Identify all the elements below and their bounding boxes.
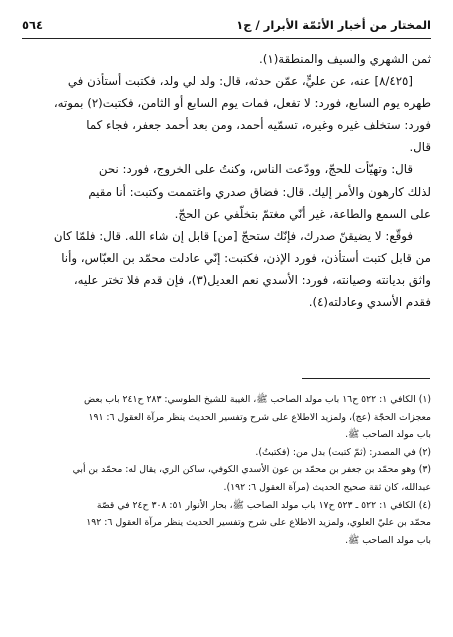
text-line: واثق بديانته وصيانته، فورد: الأسدي نعم العديل(٣)، فإن قدم فلا تختر عليه، <box>73 272 431 287</box>
footnote-line: معجزات الحجّة (عج)، ولمزيد الاطلاع على شرح وتفسير الحديث ينظر مرآة العقول ٦: ١٩١ <box>88 411 431 423</box>
footnote-line: باب مولد الصاحب ﷺ. <box>345 534 431 546</box>
footnote-line: (٢) في المصدر: (ثمّ كتبت) بدل من: (فكتبتُ). <box>255 446 431 458</box>
footnote-line: (٣) وهو محمّد بن جعفر بن محمّد بن عون الأسدي الكوفي، ساكن الري، يقال له: محمّد بن أبي <box>72 464 431 476</box>
main-text <box>22 48 431 313</box>
text-line: فورد: ستخلف غيره وغيره، تسمّيه أحمد، ومن بعد أحمد جعفر، فجاء كما <box>86 118 431 133</box>
text-line: [٨/٤٢٥] عنه، عن عليٍّ، عمّن حدثه، قال: ولد لي ولد، فكتبت أستأذن في <box>67 74 413 89</box>
footnote-line: باب مولد الصاحب ﷺ. <box>345 429 431 441</box>
header-divider <box>22 38 431 39</box>
text-line: فقدم الأسدي وعادلته(٤). <box>308 295 431 310</box>
text-line: ثمن الشهري والسيف والمنطقة(١). <box>259 52 431 66</box>
footnote-divider <box>302 378 430 379</box>
footnote-line: محمّد بن عليّ العلوي، ولمزيد الاطلاع على شرح وتفسير الحديث ينظر مرآة العقول ٦: ١٩٢ <box>86 517 431 529</box>
footnote-line: (٤) الكافي ١: ٥٢٢ ـ ٥٢٣ ح١٧ باب مولد الصاحب ﷺ، بحار الأنوار ٥١: ٣٠٨ ح٢٤ في قصّة <box>96 499 431 511</box>
text-line: قال. <box>409 140 431 155</box>
running-title: المختار من أخبار الأئمّة الأبرار / ج١ <box>236 18 431 32</box>
text-line: لذلك كارهون والأمر إليك. قال: فضاق صدري واغتممت وكتبت: أنا مقيم <box>88 184 431 199</box>
text-line: طهره يوم السابع، فورد: لا تفعل، فمات يوم السابع أو الثامن، فكتبت(٢) بموته، <box>53 96 431 111</box>
footnotes <box>22 391 431 549</box>
page-number: ٥٦٤ <box>22 18 44 32</box>
running-header <box>22 14 431 36</box>
text-line: على السمع والطاعة، غير أنّي مغتمّ بتخلّفي عن الحجّ. <box>174 206 431 221</box>
text-line: فوقّع: لا يضيقنّ صدرك، فإنّك ستحجّ [من] قابل إن شاء الله. قال: فلمّا كان <box>53 228 413 243</box>
footnote-line: عبدالله، كان ثقة صحيح الحديث (مرآة العقول ٦: ١٩٢). <box>223 481 431 493</box>
footnote-line: (١) الكافي ١: ٥٢٢ ح١٦ باب مولد الصاحب ﷺ، الغيبة للشيخ الطوسي: ٢٨٣ ح٢٤١ باب بعض <box>83 394 431 405</box>
text-line: قال: وتهيّأت للحجّ، وودّعت الناس، وكنتُ على الخروج، فورد: نحن <box>98 162 413 177</box>
text-line: من قابل كتبت أستأذن، فورد الإذن، فكتبت: إنّي عادلت محمّد بن العبّاس، وأنا <box>61 250 431 265</box>
